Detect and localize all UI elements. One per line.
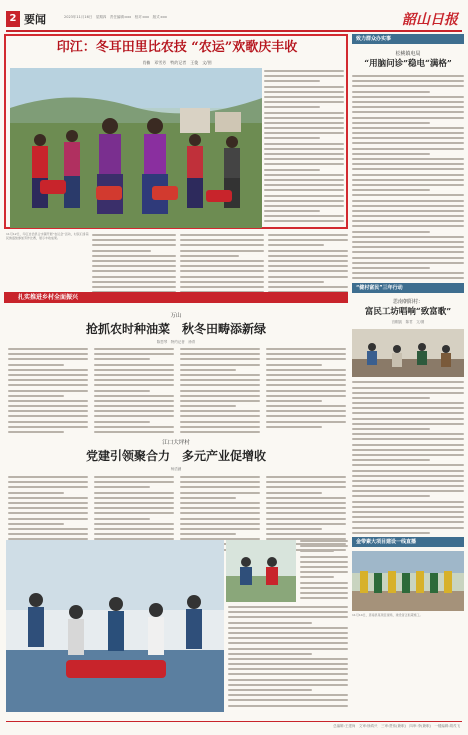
photo-inset — [226, 540, 296, 602]
story1-byline: 陈思琴 特约记者 徐青 — [156, 340, 196, 344]
page-header — [6, 10, 462, 32]
story1-col1 — [8, 348, 88, 436]
right-story2-body — [352, 381, 464, 533]
right-story3-caption: 11月14日，思南县某项目现场，建设者正抓紧施工。 — [352, 612, 423, 617]
page-footer: 总编辑:王建尚 文审:徐鸿兴 三审:贾伟(兼职) 四审:李(兼职) 一楼编辑:胡茂飞 — [333, 724, 460, 728]
right-story2-photo — [352, 329, 464, 377]
lead-body-text — [264, 68, 344, 228]
right-story1-title[interactable]: “用脑问诊”稳电“满格” — [364, 59, 452, 69]
right-story1-kicker: 松桃镇电局 — [395, 51, 421, 57]
right-story2-title[interactable]: 富民工坊唱响“致富歌” — [364, 307, 452, 318]
header-meta: 2023年11月16日 星期四 责任编辑:xxx 校对:xxx 版式:xxx — [64, 15, 167, 19]
lead-story[interactable] — [4, 34, 348, 229]
page-number: 2 — [6, 11, 20, 27]
rural-revitalization-bar: 扎实推进乡村全面振兴 — [4, 292, 348, 303]
story2-photo — [6, 540, 224, 712]
lead-title: 印江：冬耳田里比农技 “农运”欢歌庆丰收 — [56, 40, 298, 55]
right-story2-byline: 宫帽凯 陈君 文/图 — [391, 320, 425, 325]
story1-col3 — [180, 348, 260, 436]
story2-kicker: 江口大坪村 — [162, 440, 190, 446]
section-title: 要闻 — [24, 13, 46, 26]
right-story2-kicker: 思南朝阳村： — [392, 299, 423, 306]
story2-title[interactable]: 党建引领聚合力 多元产业促增收 — [85, 449, 266, 463]
footer-rule — [6, 721, 462, 722]
lead-byline: 肖楠 邓雪芳 特约记者 王俊 文/图 — [142, 60, 212, 65]
right-section-bar-1: 致力群众办实事 — [352, 34, 464, 44]
story1-col4 — [266, 348, 346, 431]
story1-title[interactable]: 抢抓农时种油菜 秋冬田畴添新绿 — [85, 322, 266, 336]
right-section-bar-2: “健村富民”三年行动 — [352, 283, 464, 293]
story1-col2 — [94, 348, 174, 436]
story2-col5 — [300, 540, 348, 602]
right-story3-photo — [352, 551, 464, 611]
story1-kicker: 万山 — [170, 313, 182, 319]
newspaper-logo: 韶山日报 — [402, 12, 458, 28]
story2-col6 — [228, 606, 348, 710]
lead-caption: 11月12日，印江自治县合水镇开展“农运会”活动，村民们身着民族盛装参加劳作比赛，展示丰收成果。 — [6, 232, 89, 240]
lead-photo — [10, 68, 262, 228]
right-section-bar-3: 金带素大项目建设一线直播 — [352, 537, 464, 547]
story2-byline: 杨语涵 — [170, 467, 182, 471]
right-column — [352, 34, 464, 617]
right-story1-body — [352, 75, 464, 279]
